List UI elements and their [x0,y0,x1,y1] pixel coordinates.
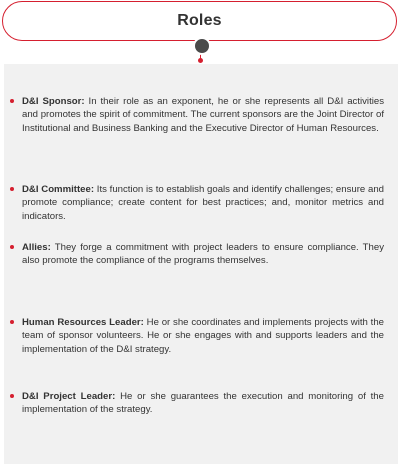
role-description: They forge a commitment with project leaders to ensure compliance. They also promote the compliance of the programs themselves. [22,242,384,267]
role-item-hr-leader [22,316,384,356]
role-description: Its function is to establish goals and identify challenges; ensure and promote compliance; create content for best practices; and, monitor metrics and indicators. [22,184,384,222]
role-description: He or she coordinates and implements projects with the team of sponsor volunteers. He or she engages with and supports leaders and the implementation of the D&I strategy. [22,317,384,355]
bullet-icon [10,245,14,249]
role-title: Human Resources Leader: [22,317,144,328]
bullet-icon [10,394,14,398]
role-description: He or she guarantees the execution and monitoring of the implementation of the strategy. [22,391,384,416]
bullet-icon [10,99,14,103]
role-title: Allies: [22,242,51,253]
role-title: D&I Project Leader: [22,391,116,402]
role-description: In their role as an exponent, he or she represents all D&I activities and promotes the spirit of commitment. The current sponsors are the Joint Director of Institutional and Business Banking and the Executive Director of Human Resources. [22,96,384,134]
roles-title-pill [2,1,397,41]
connector-dot [193,37,211,55]
role-item-sponsor [22,95,384,135]
connector-small-dot [198,58,203,63]
role-title: D&I Sponsor: [22,96,85,107]
page-title: Roles [177,12,222,29]
roles-panel [4,64,398,464]
role-item-project-leader [22,390,384,417]
role-item-committee [22,183,384,223]
bullet-icon [10,320,14,324]
bullet-icon [10,187,14,191]
role-item-allies [22,241,384,268]
role-title: D&I Committee: [22,184,95,195]
